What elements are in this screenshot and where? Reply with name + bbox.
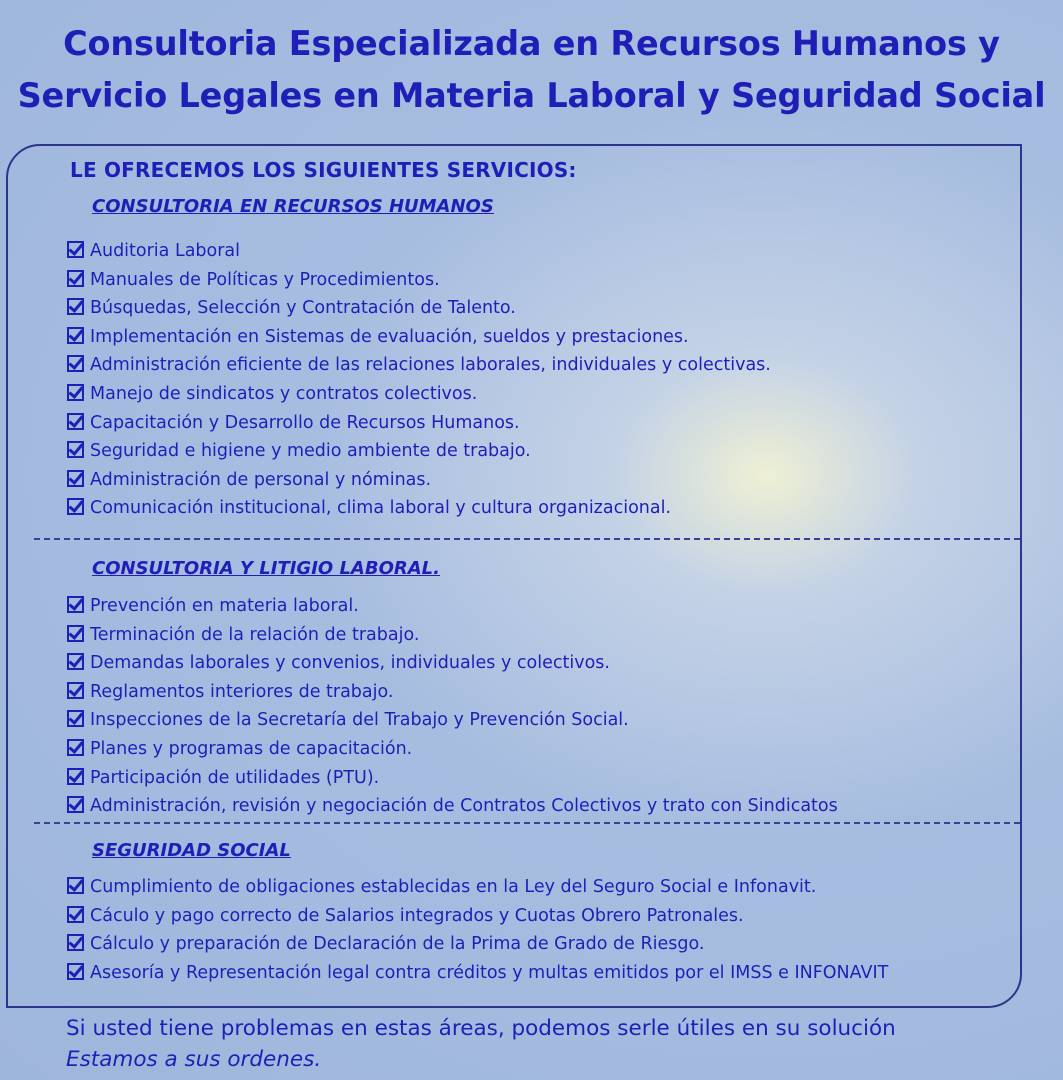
checkbox-icon <box>67 906 84 923</box>
checkbox-icon <box>67 470 84 487</box>
list-item: Comunicación institucional, clima laboral y cultura organizacional. <box>67 494 771 523</box>
checkbox-icon <box>67 413 84 430</box>
list-item: Administración de personal y nóminas. <box>67 466 771 495</box>
checkbox-icon <box>67 934 84 951</box>
list-item: Reglamentos interiores de trabajo. <box>67 678 838 707</box>
checkbox-icon <box>67 355 84 372</box>
checkbox-icon <box>67 653 84 670</box>
services-list-rrhh <box>67 237 771 523</box>
list-item: Demandas laborales y convenios, individuales y colectivos. <box>67 649 838 678</box>
checkbox-icon <box>67 768 84 785</box>
list-item: Cálculo y preparación de Declaración de la Prima de Grado de Riesgo. <box>67 930 888 959</box>
checkbox-icon <box>67 384 84 401</box>
checkbox-icon <box>67 241 84 258</box>
list-item: Asesoría y Representación legal contra créditos y multas emitidos por el IMSS e INFONAVIT <box>67 959 888 988</box>
checkbox-icon <box>67 298 84 315</box>
services-list-seguridad-social <box>67 873 888 987</box>
section-heading-litigio: CONSULTORIA Y LITIGIO LABORAL. <box>92 558 440 579</box>
document-title <box>0 18 1063 122</box>
checkbox-icon <box>67 710 84 727</box>
checkbox-icon <box>67 877 84 894</box>
list-item: Cumplimiento de obligaciones establecidas en la Ley del Seguro Social e Infonavit. <box>67 873 888 902</box>
list-item: Búsquedas, Selección y Contratación de Talento. <box>67 294 771 323</box>
title-line-1: Consultoria Especializada en Recursos Humanos y <box>63 24 1000 63</box>
checkbox-icon <box>67 327 84 344</box>
list-item: Implementación en Sistemas de evaluación, sueldos y prestaciones. <box>67 323 771 352</box>
services-list-litigio <box>67 592 838 821</box>
footer-message <box>66 1013 896 1075</box>
footer-line-1: Si usted tiene problemas en estas áreas, podemos serle útiles en su solución <box>66 1016 896 1041</box>
list-item: Inspecciones de la Secretaría del Trabajo y Prevención Social. <box>67 706 838 735</box>
checkbox-icon <box>67 796 84 813</box>
checkbox-icon <box>67 682 84 699</box>
section-heading-seguridad-social: SEGURIDAD SOCIAL <box>92 840 291 861</box>
checkbox-icon <box>67 596 84 613</box>
list-item: Cáculo y pago correcto de Salarios integrados y Cuotas Obrero Patronales. <box>67 902 888 931</box>
footer-line-2: Estamos a sus ordenes. <box>66 1047 322 1072</box>
list-item: Manuales de Políticas y Procedimientos. <box>67 266 771 295</box>
list-item: Auditoria Laboral <box>67 237 771 266</box>
section-divider <box>34 538 1020 540</box>
list-item: Capacitación y Desarrollo de Recursos Humanos. <box>67 409 771 438</box>
section-heading-rrhh: CONSULTORIA EN RECURSOS HUMANOS <box>92 196 494 217</box>
section-divider <box>34 822 1020 824</box>
title-line-2: Servicio Legales en Materia Laboral y Seguridad Social <box>17 76 1046 115</box>
checkbox-icon <box>67 498 84 515</box>
list-item: Participación de utilidades (PTU). <box>67 764 838 793</box>
list-item: Terminación de la relación de trabajo. <box>67 621 838 650</box>
checkbox-icon <box>67 963 84 980</box>
checkbox-icon <box>67 739 84 756</box>
offer-heading: LE OFRECEMOS LOS SIGUIENTES SERVICIOS: <box>70 158 577 182</box>
checkbox-icon <box>67 441 84 458</box>
list-item: Prevención en materia laboral. <box>67 592 838 621</box>
list-item: Manejo de sindicatos y contratos colectivos. <box>67 380 771 409</box>
list-item: Seguridad e higiene y medio ambiente de trabajo. <box>67 437 771 466</box>
list-item: Administración, revisión y negociación de Contratos Colectivos y trato con Sindicatos <box>67 792 838 821</box>
list-item: Administración eficiente de las relaciones laborales, individuales y colectivas. <box>67 351 771 380</box>
list-item: Planes y programas de capacitación. <box>67 735 838 764</box>
checkbox-icon <box>67 625 84 642</box>
checkbox-icon <box>67 270 84 287</box>
